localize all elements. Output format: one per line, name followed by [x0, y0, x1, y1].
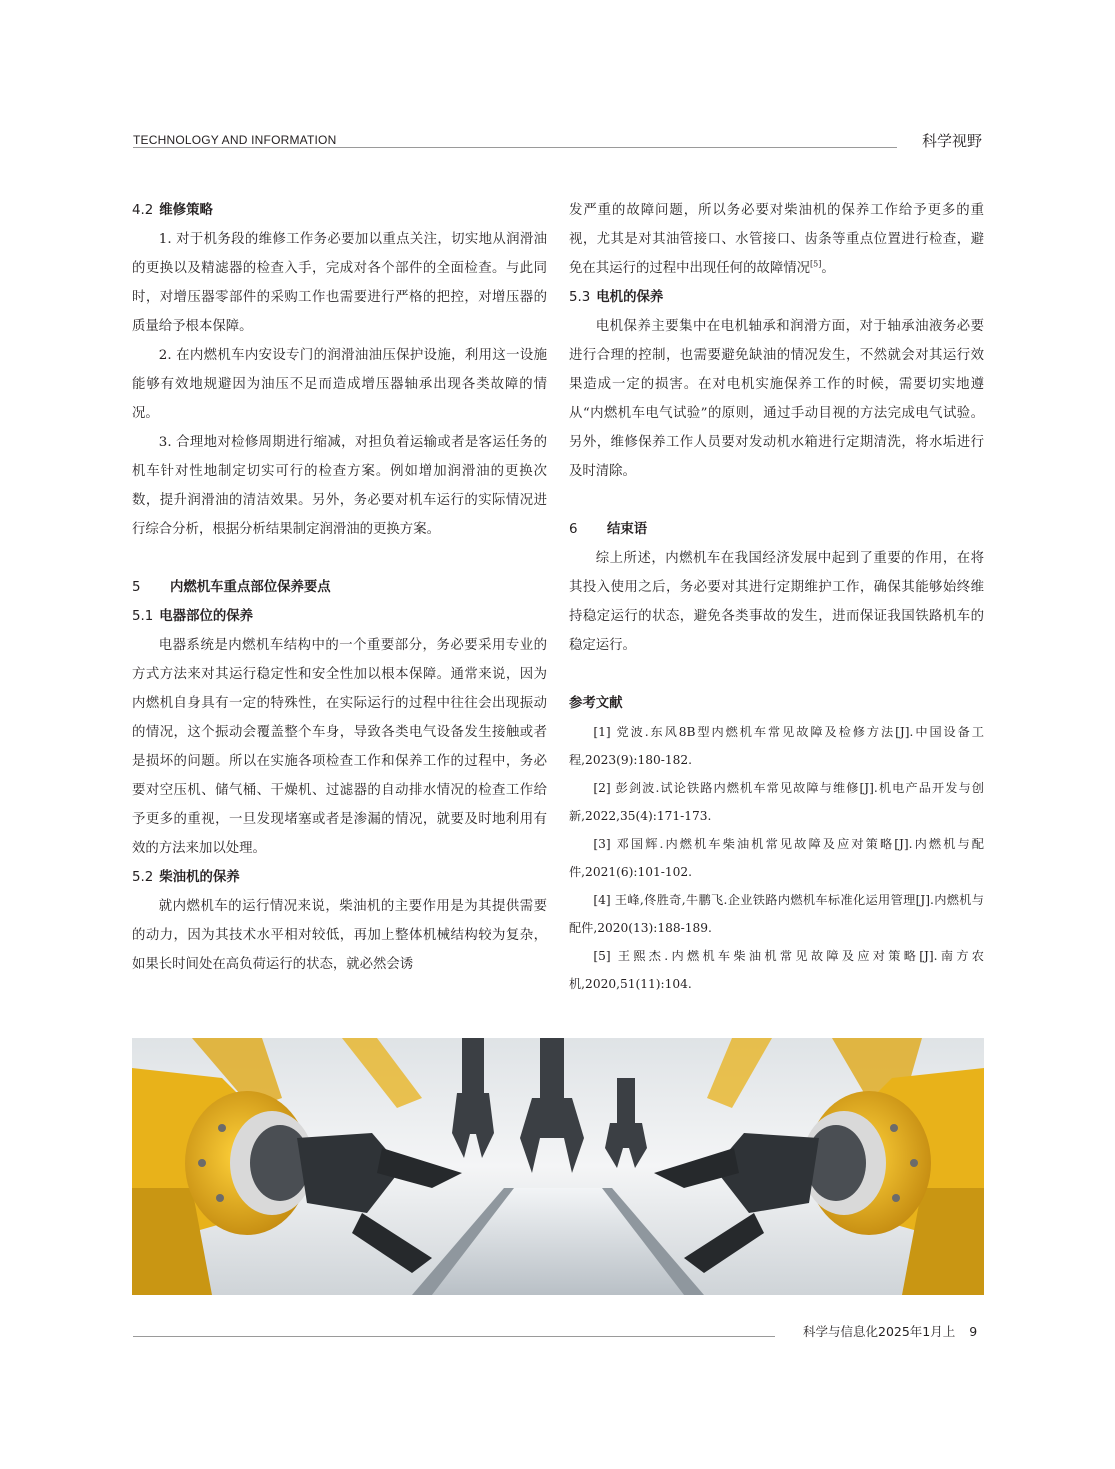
footer — [803, 1322, 977, 1340]
references-heading: 参考文献 — [569, 696, 623, 711]
paragraph-continued — [569, 196, 984, 283]
page-number: 9 — [969, 1324, 978, 1339]
reference-item: [4] 王峰,佟胜奇,牛鹏飞.企业铁路内燃机车标准化运用管理[J].内燃机与配件,2020(13):188-189. — [569, 893, 984, 935]
section-number: 5.3 — [569, 290, 591, 305]
paragraph: 综上所述，内燃机车在我国经济发展中起到了重要的作用，在将其投入使用之后，务必要对其进行定期维护工作，确保其能够始终维持稳定运行的状态，避免各类事故的发生，进而保证我国铁路机车的稳定运行。 — [569, 551, 984, 653]
section-title: 柴油机的保养 — [159, 870, 240, 885]
right-column — [569, 196, 984, 998]
robot-arms-photo — [132, 1038, 984, 1295]
reference-item: [2] 彭剑波.试论铁路内燃机车常见故障与维修[J].机电产品开发与创新,2022,35(4):171-173. — [569, 781, 984, 823]
section-heading-5-1 — [132, 602, 547, 631]
paragraph: 电机保养主要集中在电机轴承和润滑方面，对于轴承油液务必要进行合理的控制，也需要避免缺油的情况发生，不然就会对其运行效果造成一定的损害。在对电机实施保养工作的时候，需要切实地遵从“内燃机车电气试验”的原则，通过手动目视的方法完成电气试验。另外，维修保养工作人员要对发动机水箱进行定期清洗，将水垢进行及时清除。 — [569, 319, 984, 479]
section-title: 结束语 — [607, 522, 648, 537]
section-number: 5.1 — [132, 609, 154, 624]
section-number: 5.2 — [132, 870, 154, 885]
citation-marker: [5] — [810, 259, 822, 269]
section-title: 维修策略 — [159, 203, 213, 218]
section-heading-5-2 — [132, 863, 547, 892]
running-header-section: 科学视野 — [922, 132, 983, 150]
header-rule — [133, 147, 897, 148]
paragraph: 就内燃机车的运行情况来说，柴油机的主要作用是为其提供需要的动力，因为其技术水平相对较低，再加上整体机械结构较为复杂，如果长时间处在高负荷运行的状态，就必然会诱 — [132, 899, 547, 972]
paragraph: 3. 合理地对检修周期进行缩减，对担负着运输或者是客运任务的机车针对性地制定切实可行的检查方案。例如增加润滑油的更换次数，提升润滑油的清洁效果。另外，务必要对机车运行的实际情况进行综合分析，根据分析结果制定润滑油的更换方案。 — [132, 435, 547, 537]
section-number: 6 — [569, 522, 578, 537]
paragraph-text: 发严重的故障问题，所以务必要对柴油机的保养工作给予更多的重视，尤其是对其油管接口、水管接口、齿条等重点位置进行检查，避免在其运行的过程中出现任何的故障情况 — [569, 203, 984, 276]
running-header-english: TECHNOLOGY AND INFORMATION — [133, 133, 337, 147]
reference-item: [5] 王熙杰.内燃机车柴油机常见故障及应对策略[J].南方农机,2020,51(11):104. — [569, 949, 984, 991]
journal-issue: 科学与信息化2025年1月上 — [803, 1324, 956, 1339]
reference-item: [1] 党波.东风8B型内燃机车常见故障及检修方法[J].中国设备工程,2023(9):180-182. — [569, 725, 984, 767]
section-heading-5-3 — [569, 283, 984, 312]
section-heading-4-2 — [132, 196, 547, 225]
section-title: 电器部位的保养 — [159, 609, 254, 624]
footer-rule — [133, 1336, 775, 1337]
section-number: 4.2 — [132, 203, 154, 218]
paragraph: 电器系统是内燃机车结构中的一个重要部分，务必要采用专业的方式方法来对其运行稳定性和安全性加以根本保障。通常来说，因为内燃机自身具有一定的特殊性，在实际运行的过程中往往会出现振动的情况，这个振动会覆盖整个车身，导致各类电气设备发生接触或者是损坏的问题。所以在实施各项检查工作和保养工作的过程中，务必要对空压机、储气桶、干燥机、过滤器的自动排水情况的检查工作给予更多的重视，一旦发现堵塞或者是渗漏的情况，就要及时地利用有效的方法来加以处理。 — [132, 638, 547, 856]
left-column — [132, 196, 547, 979]
section-title: 电机的保养 — [596, 290, 664, 305]
paragraph: 2. 在内燃机车内安设专门的润滑油油压保护设施，利用这一设施能够有效地规避因为油压不足而造成增压器轴承出现各类故障的情况。 — [132, 348, 547, 421]
section-number: 5 — [132, 580, 141, 595]
section-heading-5 — [132, 573, 547, 602]
paragraph: 1. 对于机务段的维修工作务必要加以重点关注，切实地从润滑油的更换以及精滤器的检查入手，完成对各个部件的全面检查。与此同时，对增压器零部件的采购工作也需要进行严格的把控，对增压器的质量给予根本保障。 — [132, 232, 547, 334]
paragraph-end: 。 — [821, 261, 835, 276]
section-title: 内燃机车重点部位保养要点 — [170, 580, 331, 595]
reference-item: [3] 邓国辉.内燃机车柴油机常见故障及应对策略[J].内燃机与配件,2021(6):101-102. — [569, 837, 984, 879]
section-heading-6 — [569, 515, 984, 544]
